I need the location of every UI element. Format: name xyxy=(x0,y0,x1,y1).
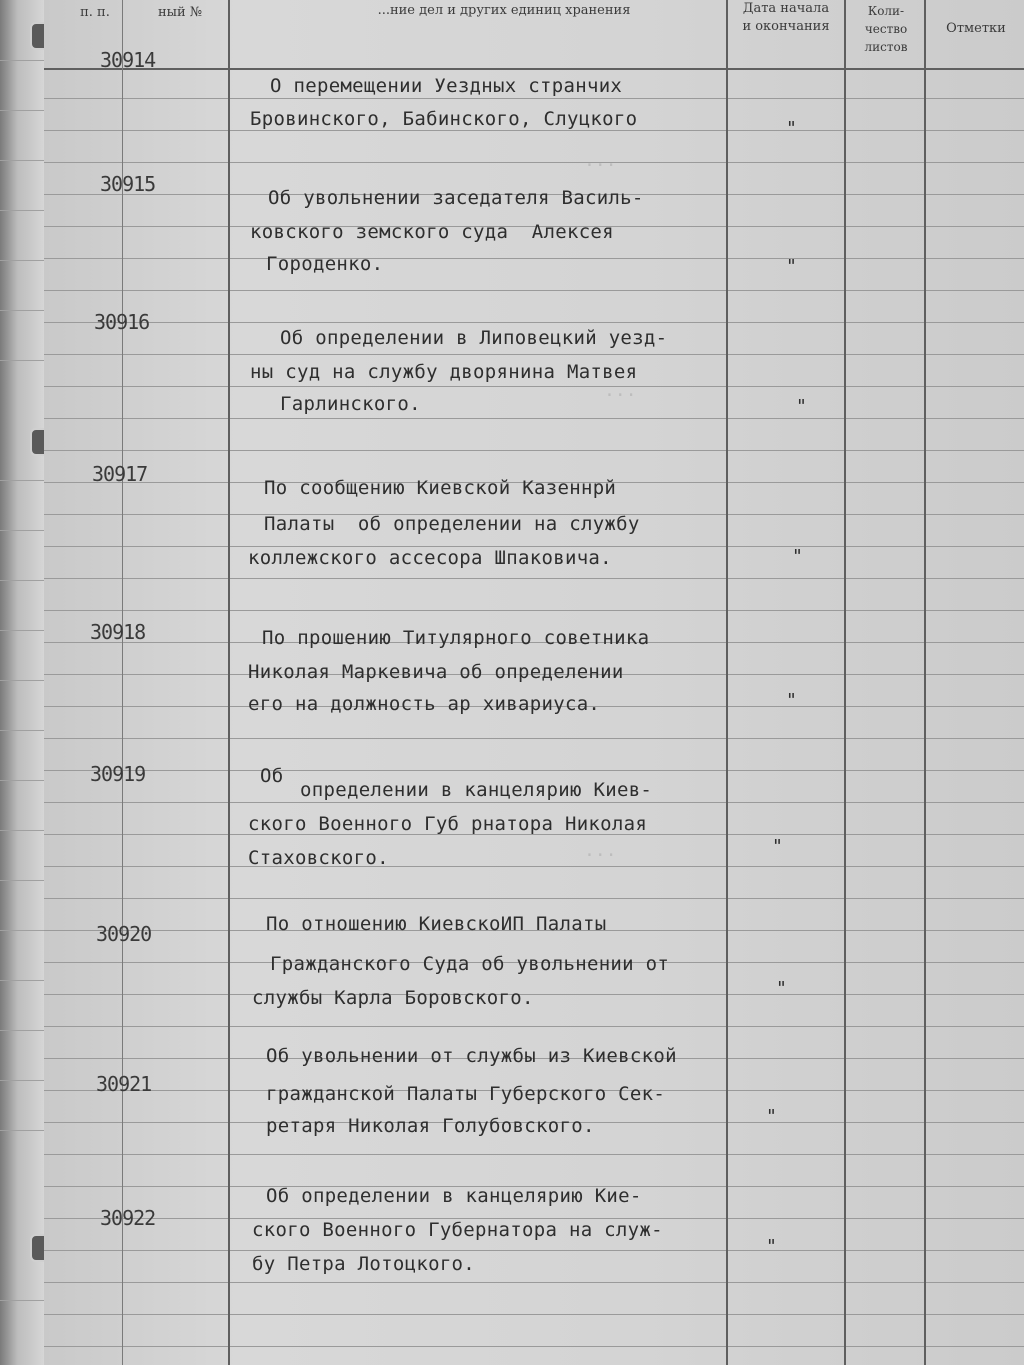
entry-ditto-mark: " xyxy=(796,396,807,417)
ruled-line xyxy=(44,578,1024,579)
entry-line: ковского земского суда Алексея xyxy=(250,221,614,243)
entry-number: 30915 xyxy=(100,172,156,196)
header-col-number: ный № xyxy=(157,5,203,20)
entry-line: Об увольнении заседателя Василь- xyxy=(268,187,644,209)
column-divider-4 xyxy=(844,0,846,1365)
entry-line: Городенко. xyxy=(266,253,384,275)
ruled-line xyxy=(44,450,1024,451)
header-col-title: ...ние дел и других единиц хранения xyxy=(377,3,631,18)
entry-number: 30921 xyxy=(96,1072,152,1096)
entry-ditto-mark: " xyxy=(766,1106,777,1127)
column-divider-2 xyxy=(228,0,230,1365)
entry-line: Об увольнении от службы из Киевской xyxy=(266,1045,677,1067)
entry-line: Об определении в Липовецкий уезд- xyxy=(280,327,668,349)
header-col-sheets: Коли- чество листов xyxy=(864,4,908,54)
ruled-line xyxy=(44,290,1024,291)
entry-line: службы Карла Боровского. xyxy=(252,987,534,1009)
entry-line: Бровинского, Бабинского, Слуцкого xyxy=(250,108,638,130)
ruled-line xyxy=(44,1282,1024,1283)
entry-line: коллежского ассесора Шпаковича. xyxy=(248,547,612,569)
column-divider-1 xyxy=(122,0,123,1365)
ruled-line xyxy=(44,994,1024,995)
entry-line: Об определении в канцелярию Кие- xyxy=(266,1185,642,1207)
ruled-line xyxy=(44,1346,1024,1347)
ruled-line xyxy=(44,258,1024,259)
entry-number: 30922 xyxy=(100,1206,156,1230)
entry-line: Николая Маркевича об определении xyxy=(248,661,624,683)
ruled-line xyxy=(44,418,1024,419)
ruled-line xyxy=(44,738,1024,739)
header-col-dates: Дата начала и окончания xyxy=(742,1,830,34)
entry-ditto-mark: " xyxy=(772,836,783,857)
entry-line: По сообщению Киевской Казеннрй xyxy=(264,477,617,499)
ruled-line xyxy=(44,770,1024,771)
entry-number: 30914 xyxy=(100,48,156,72)
ruled-line xyxy=(44,866,1024,867)
entry-ditto-mark: " xyxy=(766,1236,777,1257)
entry-number: 30917 xyxy=(92,462,148,486)
entry-line: гражданской Палаты Губерского Сек- xyxy=(266,1083,666,1105)
entry-ditto-mark: " xyxy=(792,546,803,567)
entry-line: ретаря Николая Голубовского. xyxy=(266,1115,595,1137)
entry-line: Об xyxy=(260,765,284,787)
entry-line: ского Военного Губ рнатора Николая xyxy=(248,813,648,835)
entry-line: Гражданского Суда об увольнении от xyxy=(270,953,670,975)
ruled-line xyxy=(44,1026,1024,1027)
entry-number: 30920 xyxy=(96,922,152,946)
header-col-pp: п. п. xyxy=(80,5,110,20)
register-page: п. п. ный № ...ние дел и других единиц хранения Дата начала и окончания Коли- чество листов Отметки ... ... ... 30914 О перемещении Уездных странчих Бровинского, Бабинского, Слуцкого " 30915 Об увольнении заседателя Василь- ковского земского суда Алексея Городенко. " 30916 Об определении в Липовецкий уезд- ны суд на службу дворянина Матвея Гарлинского. " 30917 По сообщению Киевской Казеннрй Палаты об определении на службу коллежского ассесора Шпаковича. " 30918 По прошению Титулярного советника Николая Маркевича об определении его на должность ар хивариуса. " 30919 Об определении в канцелярию Киев- ского Военного Губ рнатора Николая Стаховского. " 30920 По отношению КиевскоИП Палаты Гражданского Суда об увольнении от службы Карла Боровского. " 30921 Об увольнении от службы из Киевской гражданской Палаты Губерского Сек- ретаря Николая Голубовского. " 30922 Об определении в канцелярию Кие- ского Военного Губернатора на служ- бу Петра Лотоцкого. " xyxy=(44,0,1024,1365)
entry-line: определении в канцелярию Киев- xyxy=(300,779,653,801)
ruled-line xyxy=(44,1250,1024,1251)
header-col-notes: Отметки xyxy=(946,21,1006,36)
ruled-line xyxy=(44,162,1024,163)
entry-ditto-mark: " xyxy=(786,118,797,139)
ruled-line xyxy=(44,898,1024,899)
column-divider-3 xyxy=(726,0,728,1365)
entry-line: О перемещении Уездных странчих xyxy=(270,75,623,97)
entry-line: его на должность ар хивариуса. xyxy=(248,693,601,715)
entry-ditto-mark: " xyxy=(786,690,797,711)
entry-line: ского Военного Губернатора на служ- xyxy=(252,1219,663,1241)
binder-spine xyxy=(0,0,44,1365)
entry-line: Гарлинского. xyxy=(280,393,421,415)
entry-line: Стаховского. xyxy=(248,847,389,869)
entry-ditto-mark: " xyxy=(786,256,797,277)
entry-line: По отношению КиевскоИП Палаты xyxy=(266,913,607,935)
entry-line: Палаты об определении на службу xyxy=(264,513,640,535)
entry-line: ны суд на службу дворянина Матвея xyxy=(250,361,638,383)
entry-number: 30919 xyxy=(90,762,146,786)
ruled-line xyxy=(44,1314,1024,1315)
entry-line: бу Петра Лотоцкого. xyxy=(252,1253,476,1275)
entry-ditto-mark: " xyxy=(776,978,787,999)
entry-line: По прошению Титулярного советника xyxy=(262,627,650,649)
column-divider-5 xyxy=(924,0,926,1365)
ruled-line xyxy=(44,610,1024,611)
entry-number: 30918 xyxy=(90,620,146,644)
entry-number: 30916 xyxy=(94,310,150,334)
ruled-line xyxy=(44,1154,1024,1155)
